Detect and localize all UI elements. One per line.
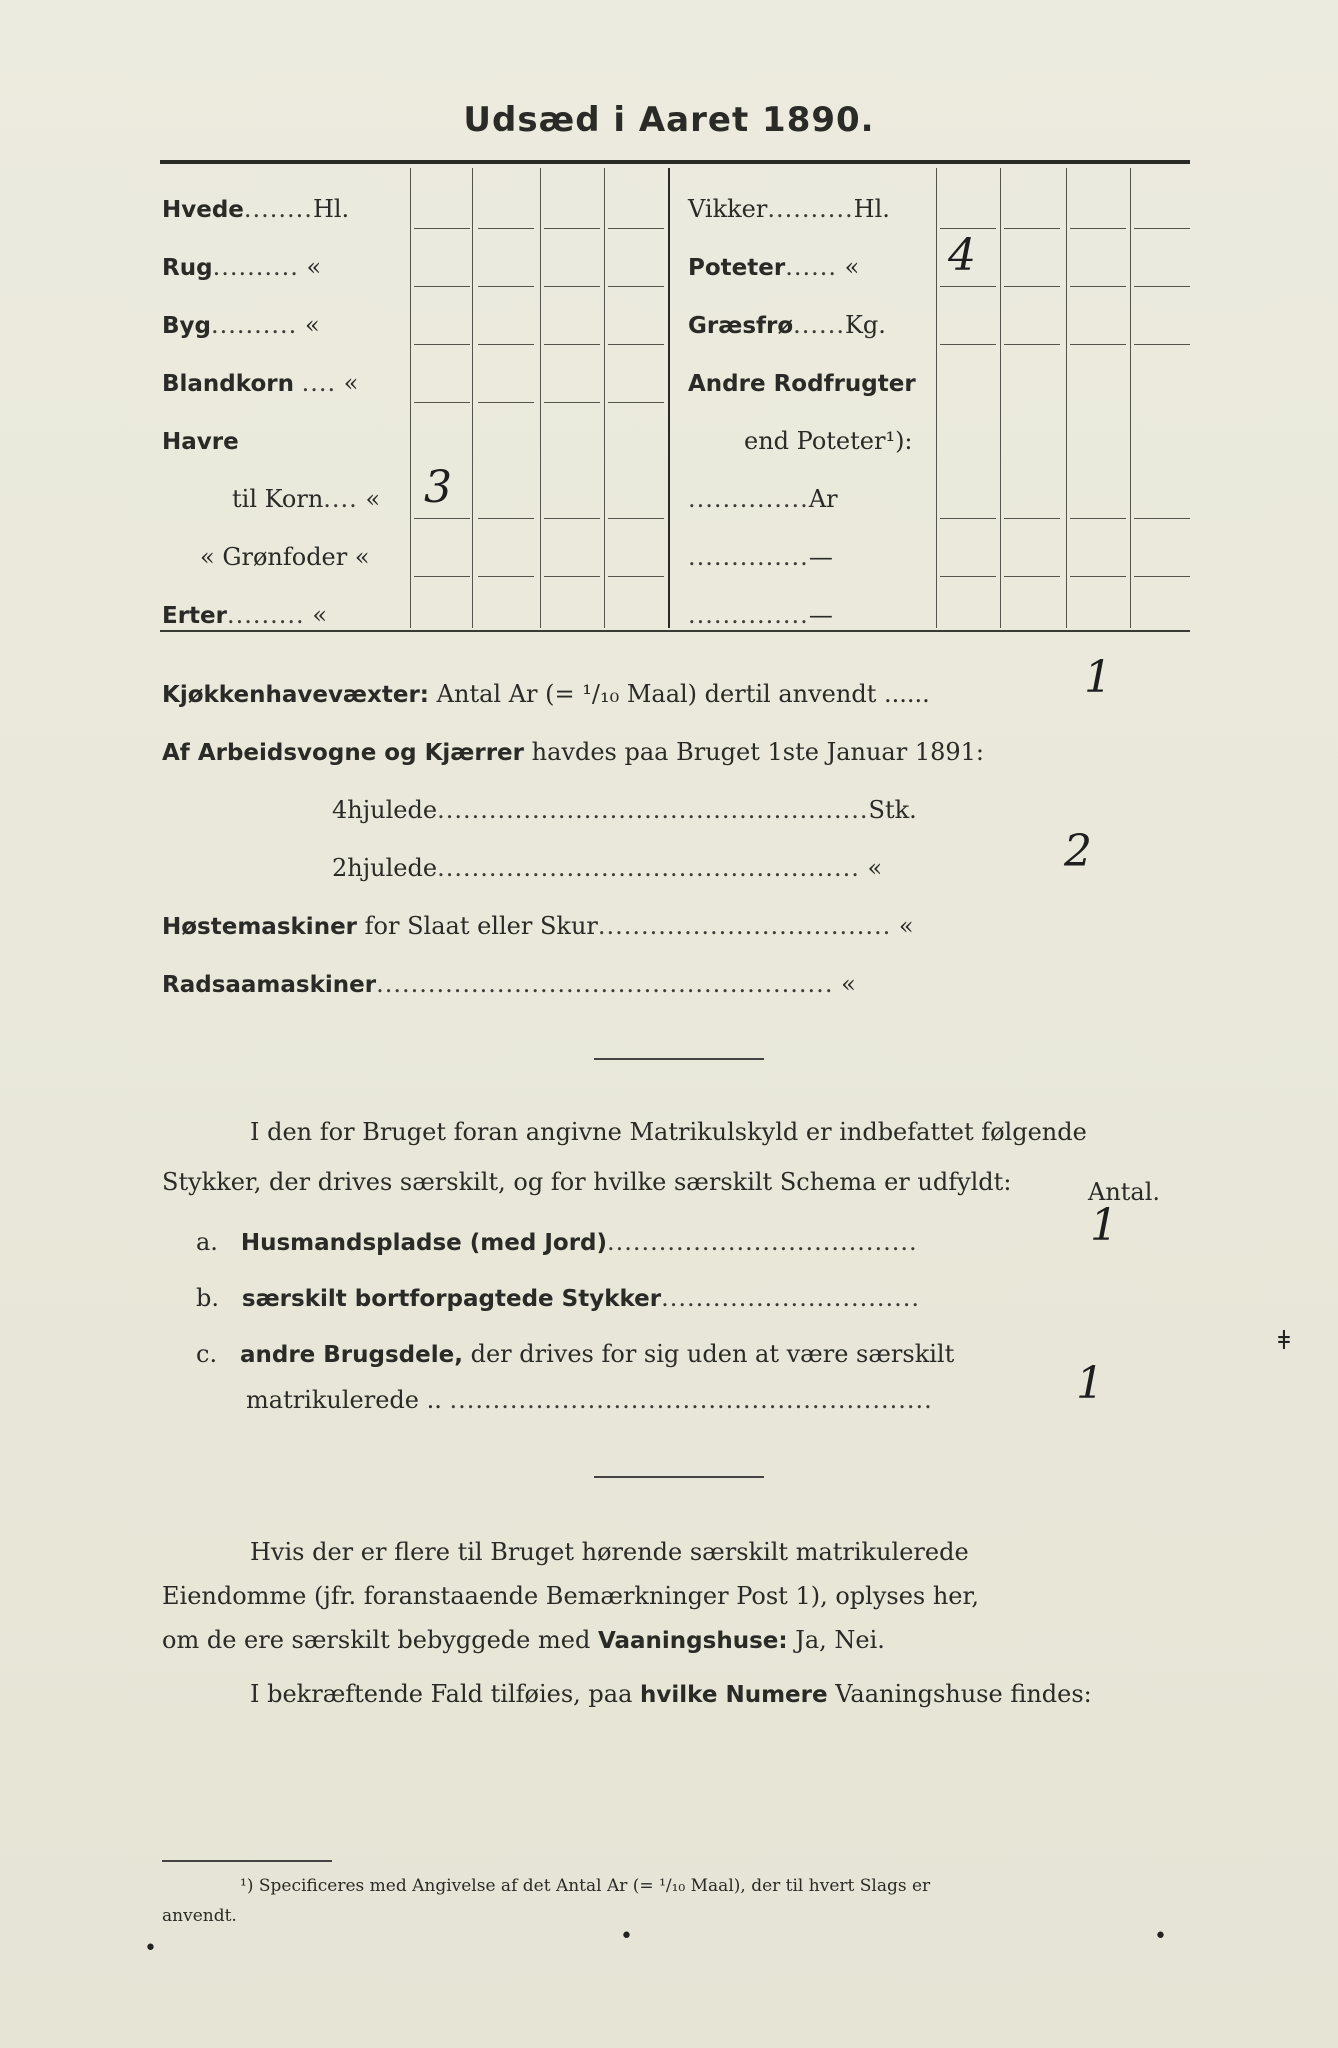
machine-line: Radsaamaskiner..................................................... « xyxy=(162,970,856,998)
table-row: Græsfrø......Kg. xyxy=(688,311,886,339)
two-wheel-line: 2hjulede................................................. « xyxy=(332,854,883,882)
table-row: Byg.......... « xyxy=(162,311,320,339)
four-wheel-line: 4hjulede..................................................Stk. xyxy=(332,796,917,824)
hvis-line-3: om de ere særskilt bebyggede med Vaaningshuse: Ja, Nei. xyxy=(162,1626,885,1654)
grid-line xyxy=(1066,168,1067,628)
footnote-line-1: ¹) Specificeres med Angivelse af det Antal Ar (= ¹/₁₀ Maal), der til hvert Slags er xyxy=(240,1876,931,1896)
table-row: til Korn.... « xyxy=(232,485,381,513)
handwritten-value: 2 xyxy=(1064,826,1092,877)
grid-line xyxy=(1130,168,1131,628)
ink-speck: • xyxy=(620,1924,633,1949)
grid-line xyxy=(604,168,605,628)
grid-line xyxy=(540,168,541,628)
handwritten-value: 1 xyxy=(1090,1200,1118,1251)
ink-speck: • xyxy=(1154,1924,1167,1949)
table-row: Blandkorn .... « xyxy=(162,369,359,397)
handwritten-value: 1 xyxy=(1084,652,1112,703)
table-top-rule xyxy=(160,160,1190,164)
table-row: ..............— xyxy=(688,543,833,571)
list-item: b. særskilt bortforpagtede Stykker.............................. xyxy=(196,1284,920,1312)
handwritten-value: 4 xyxy=(948,230,976,281)
list-item: c. andre Brugsdele, der drives for sig uden at være særskilt xyxy=(196,1340,955,1368)
kitchen-garden-line: Kjøkkenhavevæxter: Antal Ar (= ¹/₁₀ Maal) dertil anvendt ...... xyxy=(162,680,930,708)
table-row: Poteter...... « xyxy=(688,253,860,281)
section-divider xyxy=(594,1476,764,1478)
table-row: « Grønfoder « xyxy=(200,543,370,571)
table-row: ..............Ar xyxy=(688,485,838,513)
list-item: a. Husmandspladse (med Jord).................................... xyxy=(196,1228,918,1256)
grid-line xyxy=(410,168,411,628)
footnote-line-2: anvendt. xyxy=(162,1906,237,1926)
grid-line xyxy=(936,168,937,628)
table-bottom-rule xyxy=(160,630,1190,632)
table-center-divider xyxy=(668,168,670,628)
hvis-line-2: Eiendomme (jfr. foranstaaende Bemærkninger Post 1), oplyses her, xyxy=(162,1582,979,1610)
hvis-line-4: I bekræftende Fald tilføies, paa hvilke Numere Vaaningshuse findes: xyxy=(250,1680,1092,1708)
table-row: ..............— xyxy=(688,601,833,629)
grid-line xyxy=(472,168,473,628)
table-row: Vikker..........Hl. xyxy=(688,195,890,223)
table-row: Havre xyxy=(162,429,239,455)
table-row: Erter......... « xyxy=(162,601,327,629)
handwritten-value: 3 xyxy=(424,462,452,513)
section-divider xyxy=(594,1058,764,1060)
machine-line: Høstemaskiner for Slaat eller Skur.................................. « xyxy=(162,912,914,940)
ink-speck: ǂ xyxy=(1278,1326,1290,1356)
handwritten-value: 1 xyxy=(1076,1358,1104,1409)
table-row: Andre Rodfrugter xyxy=(688,371,916,397)
hvis-line-1: Hvis der er flere til Bruget hørende særskilt matrikulerede xyxy=(250,1538,969,1566)
table-row: Hvede........Hl. xyxy=(162,195,350,223)
ink-speck: • xyxy=(144,1936,157,1961)
antal-header: Antal. xyxy=(1088,1178,1161,1206)
page-title: Udsæd i Aaret 1890. xyxy=(463,100,875,140)
list-item: matrikulerede .. ........................................................ xyxy=(246,1386,933,1414)
table-row: Rug.......... « xyxy=(162,253,322,281)
wagons-heading: Af Arbeidsvogne og Kjærrer havdes paa Bruget 1ste Januar 1891: xyxy=(162,738,984,766)
footnote-rule xyxy=(162,1860,332,1862)
matrikul-line-1: I den for Bruget foran angivne Matrikulskyld er indbefattet følgende xyxy=(250,1118,1087,1146)
matrikul-line-2: Stykker, der drives særskilt, og for hvilke særskilt Schema er udfyldt: xyxy=(162,1168,1012,1196)
grid-line xyxy=(1000,168,1001,628)
table-row: end Poteter¹): xyxy=(744,427,913,455)
